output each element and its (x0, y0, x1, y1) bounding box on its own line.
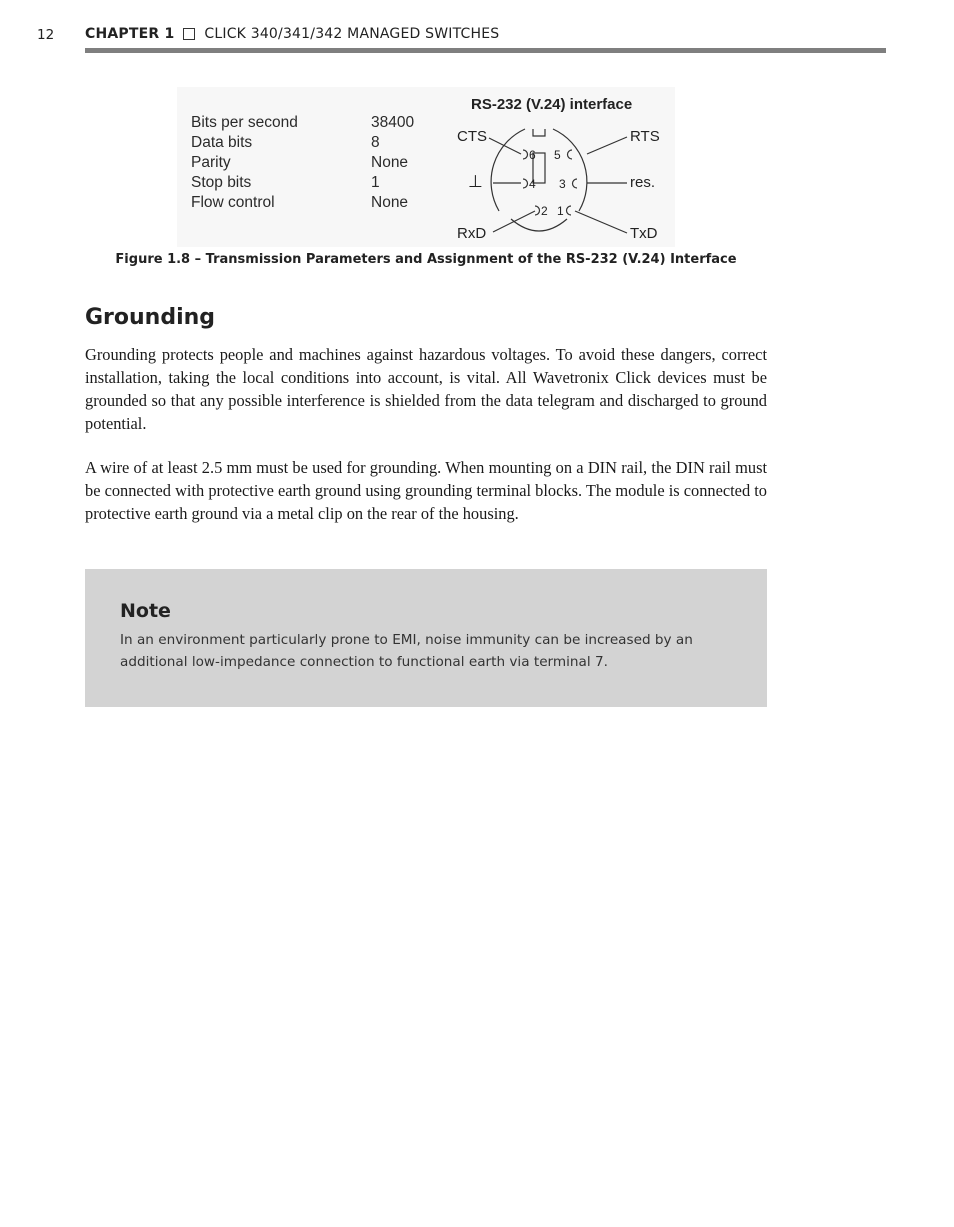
param-value: None (371, 154, 409, 171)
pin-4-icon (523, 179, 528, 188)
body-paragraph: Grounding protects people and machines against hazardous voltages. To avoid these dangers, correct installation, taking the local conditions into account, is vital. All Wavetronix Click devices must be grounded so that any possible interference is shielded from the data telegram and discharged to ground potential. (85, 345, 767, 433)
connector-key (533, 129, 545, 136)
table-row (191, 133, 414, 153)
param-value: None (371, 194, 409, 211)
leader-line-rts (587, 137, 627, 154)
pin-4-label: 4 (529, 177, 536, 191)
signal-txd-label: TxD (630, 225, 658, 242)
pin-2-label: 2 (541, 204, 548, 218)
param-value: 8 (371, 134, 380, 151)
connector-outline-right (553, 129, 587, 211)
signal-res-label: res. (630, 174, 656, 191)
diagram-title: RS-232 (V.24) interface (471, 96, 633, 113)
leader-line-cts (489, 138, 521, 154)
pin-5-label: 5 (554, 148, 561, 162)
pin-6-label: 6 (529, 148, 536, 162)
connector-outline-bottom (511, 219, 567, 231)
pin-1-icon (567, 206, 572, 215)
signal-rxd-label: RxD (457, 225, 487, 242)
page-number: 12 (37, 27, 55, 43)
param-name: Stop bits (191, 174, 252, 191)
param-name: Data bits (191, 134, 253, 151)
table-row (191, 153, 414, 173)
figure-caption: Figure 1.8 – Transmission Parameters and Assignment of the RS-232 (V.24) Interface (115, 252, 737, 267)
param-value: 1 (371, 174, 380, 191)
separator-box-icon (183, 28, 195, 40)
figure-rs232 (177, 87, 675, 247)
pin-1-label: 1 (557, 204, 564, 218)
note-title: Note (120, 600, 171, 622)
signal-rts-label: RTS (630, 128, 660, 145)
transmission-parameters-table (191, 113, 414, 213)
signal-ground-label: ⊥ (468, 172, 483, 191)
pin-2-icon (535, 206, 540, 215)
pin-5-icon (568, 150, 573, 159)
note-text: In an environment particularly prone to EMI, noise immunity can be increased by an additional low-impedance connection to functional earth via terminal 7. (120, 632, 693, 670)
param-value: 38400 (371, 114, 415, 131)
table-row (191, 193, 414, 213)
chapter-title: CLICK 340/341/342 MANAGED SWITCHES (204, 26, 500, 42)
param-name: Bits per second (191, 114, 298, 131)
pin-3-icon (573, 179, 578, 188)
note-box (85, 569, 767, 707)
table-row (191, 113, 414, 133)
table-row (191, 173, 414, 193)
pin-6-icon (523, 150, 528, 159)
pin-3-label: 3 (559, 177, 566, 191)
param-name: Parity (191, 154, 231, 171)
rs232-connector-diagram (437, 87, 675, 247)
signal-cts-label: CTS (457, 128, 487, 145)
section-heading: Grounding (85, 305, 216, 330)
chapter-label: CHAPTER 1 (85, 26, 175, 42)
running-head (85, 26, 499, 42)
header-rule (85, 48, 886, 53)
body-paragraph: A wire of at least 2.5 mm must be used for grounding. When mounting on a DIN rail, the DIN rail must be connected with protective earth ground using grounding terminal blocks. The module is connected to protective earth ground via a metal clip on the rear of the housing. (85, 458, 768, 523)
leader-line-txd (575, 211, 627, 233)
param-name: Flow control (191, 194, 275, 211)
